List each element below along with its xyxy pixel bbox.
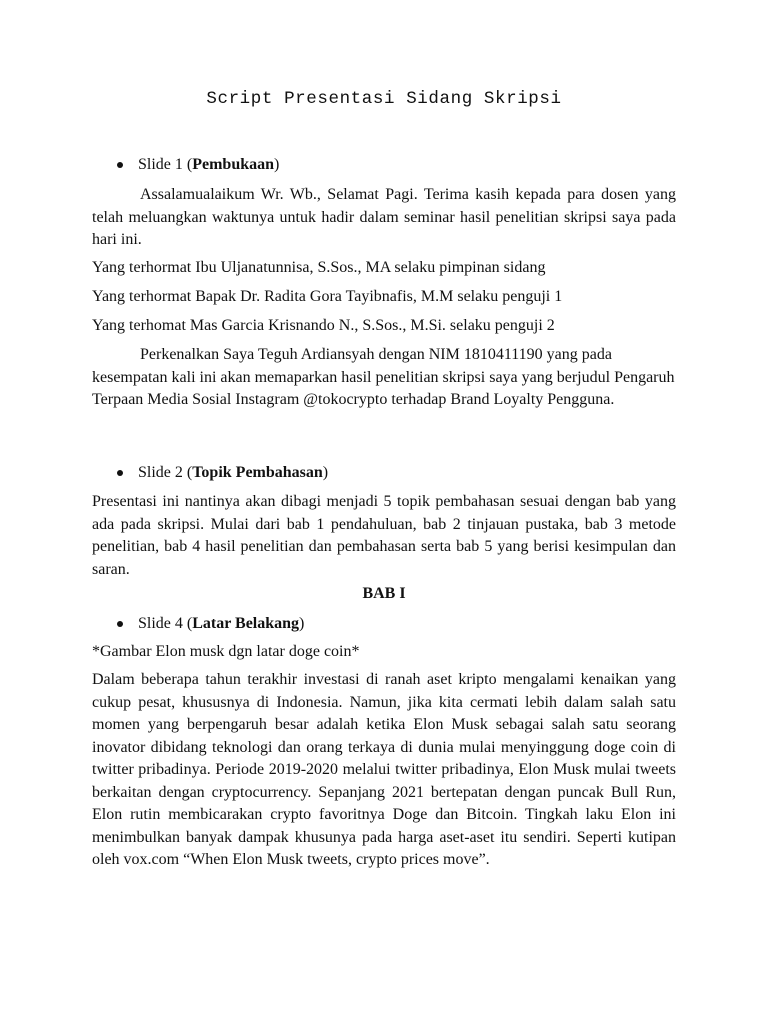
- slide-1-opening-paragraph: Assalamualaikum Wr. Wb., Selamat Pagi. Terima kasih kepada para dosen yang telah meluangkan waktunya untuk hadir dalam seminar hasil penelitian skripsi saya pada hari ini.: [92, 186, 676, 248]
- slide-4-suffix: ): [299, 615, 305, 632]
- bullet-dot-icon: [117, 470, 123, 476]
- chapter-heading: BAB I: [362, 585, 406, 602]
- slide-1-intro-paragraph: Perkenalkan Saya Teguh Ardiansyah dengan NIM 1810411190 yang pada kesempatan kali ini akan memaparkan hasil penelitian skripsi saya yang berjudul Pengaruh Terpaan Media Sosial Instagram @tokocrypto terhadap Brand Loyalty Pengguna.: [92, 346, 675, 408]
- slide-4-prefix: Slide 4 (: [138, 615, 193, 632]
- slide-4-heading: [138, 613, 304, 635]
- slide-1-greeting-chair: Yang terhormat Ibu Uljanatunnisa, S.Sos., MA selaku pimpinan sidang: [92, 259, 546, 276]
- slide-2-suffix: ): [322, 464, 329, 481]
- bullet-dot-icon: [117, 621, 123, 627]
- slide-4-topic: Latar Belakang: [192, 615, 300, 632]
- slide-1-greeting-examiner-1: Yang terhormat Bapak Dr. Radita Gora Tayibnafis, M.M selaku penguji 1: [92, 288, 563, 305]
- slide-1-suffix: ): [274, 156, 280, 173]
- slide-2-topic: Topik Pembahasan: [192, 464, 323, 481]
- slide-4-image-note: *Gambar Elon musk dgn latar doge coin*: [92, 643, 360, 660]
- slide-1-prefix: Slide 1 (: [138, 156, 193, 173]
- bullet-dot-icon: [117, 162, 123, 168]
- slide-2-body-paragraph: Presentasi ini nantinya akan dibagi menjadi 5 topik pembahasan sesuai dengan bab yang ada pada skripsi. Mulai dari bab 1 pendahuluan, bab 2 tinjauan pustaka, bab 3 metode penelitian, bab 4 hasil penelitian dan pembahasan serta bab 5 yang berisi kesimpulan dan saran.: [92, 493, 676, 578]
- slide-1-heading: [138, 154, 279, 176]
- slide-1-greeting-examiner-2: Yang terhomat Mas Garcia Krisnando N., S.Sos., M.Si. selaku penguji 2: [92, 317, 555, 334]
- slide-1-topic: Pembukaan: [192, 156, 275, 173]
- slide-2-prefix: Slide 2 (: [138, 464, 193, 481]
- document-title: Script Presentasi Sidang Skripsi: [206, 89, 562, 109]
- slide-2-heading: [138, 462, 328, 484]
- slide-4-body-paragraph: Dalam beberapa tahun terakhir investasi di ranah aset kripto mengalami kenaikan yang cukup pesat, khususnya di Indonesia. Namun, jika kita cermati lebih dalam salah satu momen yang berpengaruh besar adalah ketika Elon Musk sebagai salah satu seorang inovator dibidang teknologi dan orang terkaya di dunia mulai menyinggung doge coin di twitter pribadinya. Periode 2019-2020 melalui twitter pribadinya, Elon Musk mulai tweets berkaitan dengan cryptocurrency. Sepanjang 2021 bertepatan dengan puncak Bull Run, Elon rutin membicarakan crypto favoritnya Doge dan Bitcoin. Tingkah laku Elon ini menimbulkan banyak dampak khusunya pada harga aset-aset itu sendiri. Seperti kutipan oleh vox.com “When Elon Musk tweets, crypto prices move”.: [92, 671, 676, 868]
